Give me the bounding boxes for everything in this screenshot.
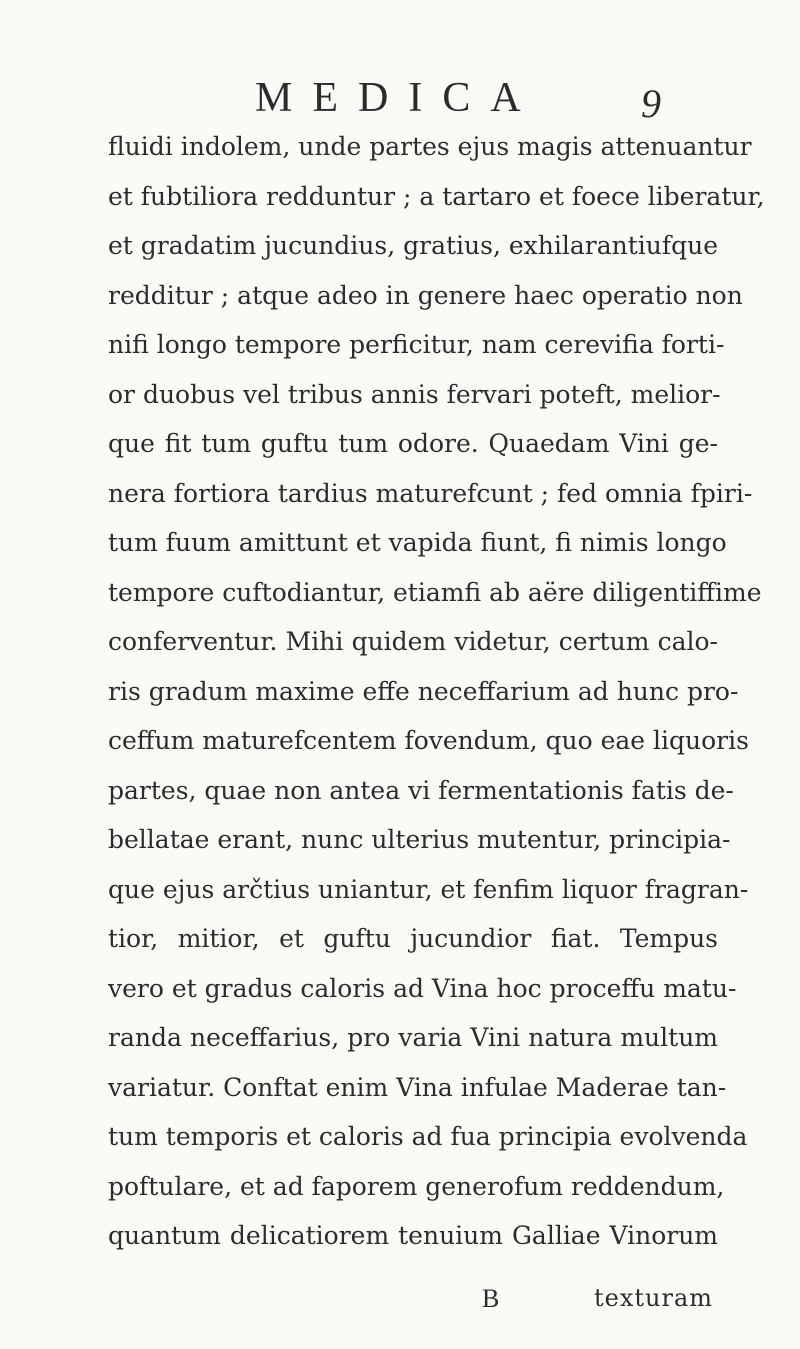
text-line: randa neceffarius, pro varia Vini natura multum	[108, 1023, 718, 1052]
text-line: partes, quae non antea vi fermentationis fatis de-	[108, 775, 734, 805]
running-title: MEDICA	[255, 75, 541, 121]
text-line: ceffum maturefcentem fovendum, quo eae liquoris	[108, 726, 749, 755]
text-line: tior, mitior, et guftu jucundior fiat. Tempus	[108, 924, 718, 953]
page-number: 9	[641, 81, 661, 126]
text-line: conferventur. Mihi quidem videtur, certum calo-	[108, 627, 718, 656]
running-head	[255, 74, 685, 124]
text-line: tum temporis et caloris ad fua principia evolvenda	[108, 1122, 748, 1151]
catchword: texturam	[594, 1284, 714, 1312]
body-text	[108, 122, 765, 1261]
text-line: tum fuum amittunt et vapida fiunt, fi nimis longo	[108, 528, 727, 557]
text-line: bellatae erant, nunc ulterius mutentur, principia-	[108, 825, 731, 854]
text-line: redditur ; atque adeo in genere haec operatio non	[108, 280, 743, 310]
signature-mark: B	[482, 1284, 500, 1313]
text-line: nifi longo tempore perficitur, nam cerevifia forti-	[108, 330, 725, 359]
text-line: ris gradum maxime effe neceffarium ad hunc pro-	[108, 676, 739, 706]
text-line: variatur. Conftat enim Vina infulae Maderae tan-	[108, 1072, 727, 1102]
text-line: vero et gradus caloris ad Vina hoc proceffu matu-	[108, 973, 737, 1003]
text-line: tempore cuftodiantur, etiamfi ab aëre diligentiffime	[108, 577, 762, 607]
text-line: fluidi indolem, unde partes ejus magis attenuantur	[108, 132, 752, 161]
text-line: nera fortiora tardius maturefcunt ; fed omnia fpiri-	[108, 478, 753, 508]
text-line: que fit tum guftu tum odore. Quaedam Vini ge-	[108, 429, 718, 458]
page-footer	[0, 1284, 800, 1334]
text-line: quantum delicatiorem tenuium Galliae Vinorum	[108, 1221, 718, 1250]
text-line: que ejus arčtius uniantur, et fenfim liquor fragran-	[108, 874, 749, 904]
text-line: poftulare, et ad faporem generofum reddendum,	[108, 1171, 725, 1201]
text-line: or duobus vel tribus annis fervari poteft, melior-	[108, 379, 721, 409]
text-line: et fubtiliora redduntur ; a tartaro et foece liberatur,	[108, 181, 765, 211]
text-line: et gradatim jucundius, gratius, exhilarantiufque	[108, 231, 718, 260]
